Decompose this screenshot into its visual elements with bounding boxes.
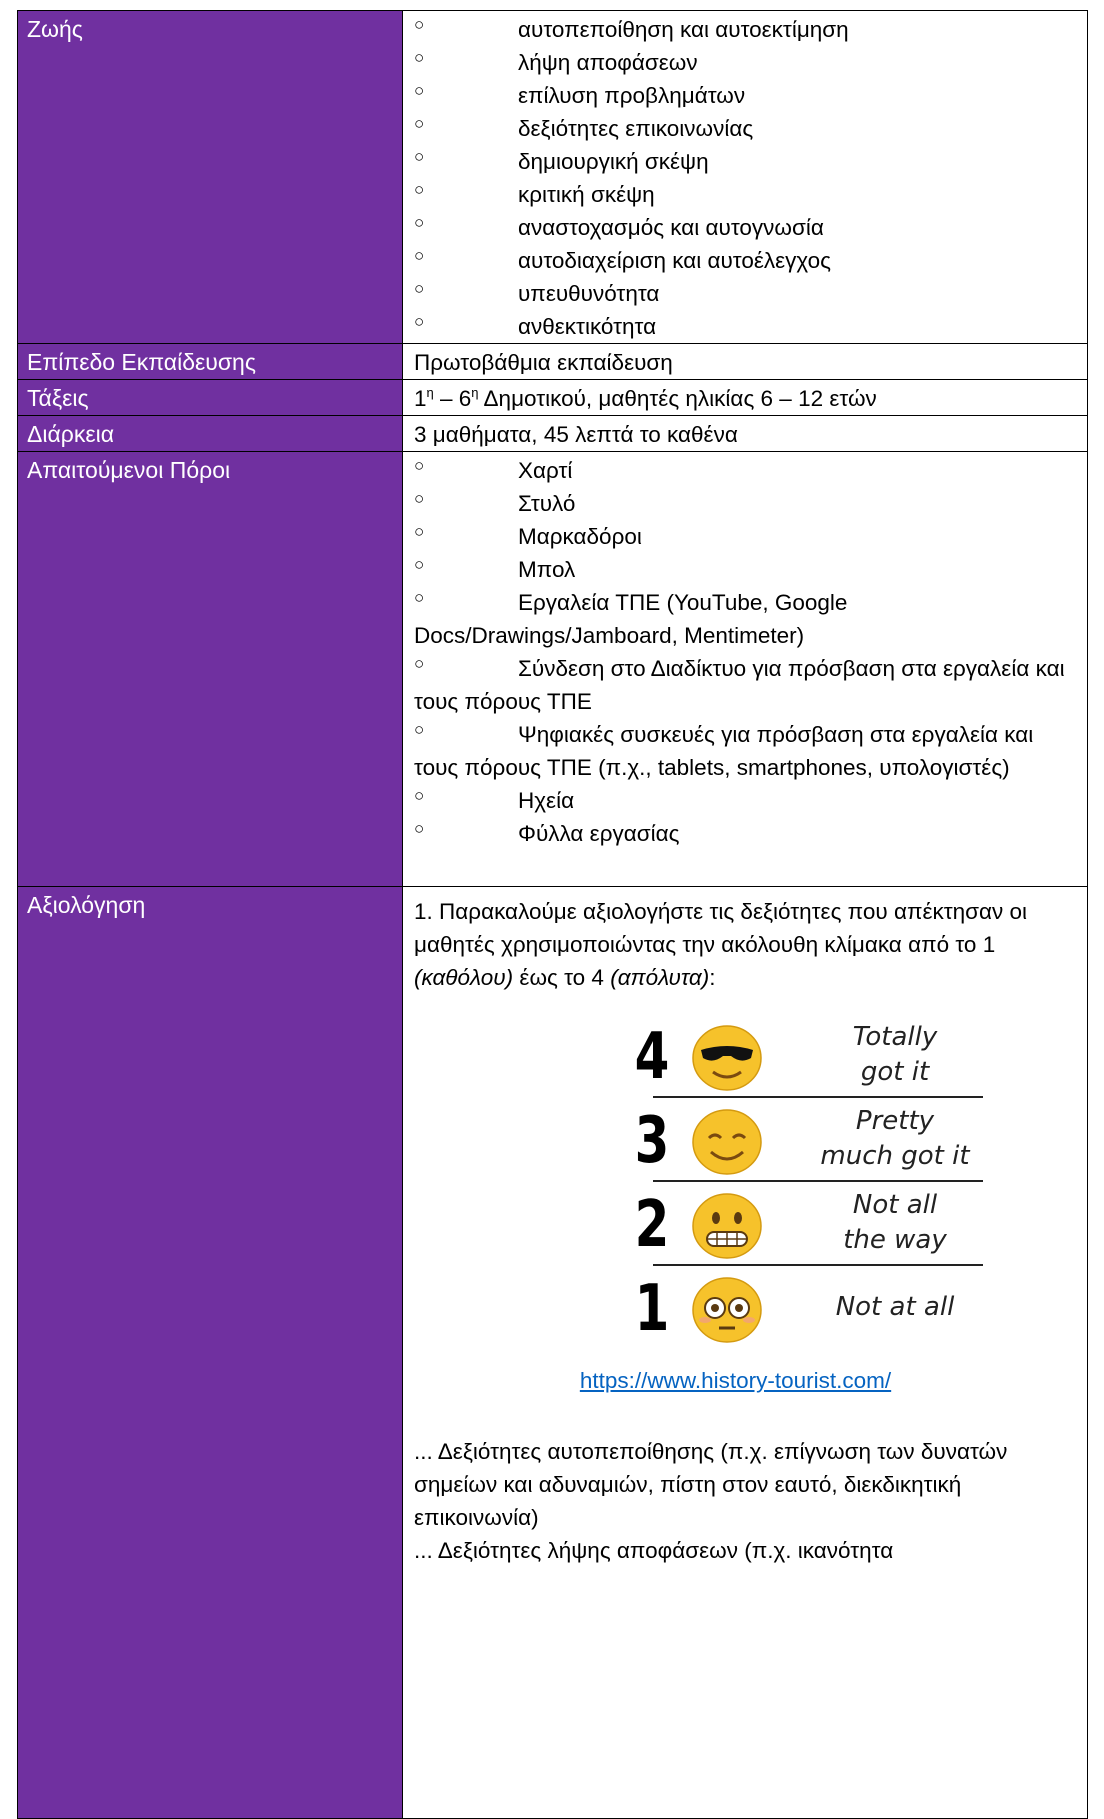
resource-item	[414, 586, 1077, 652]
content-cell	[403, 887, 1088, 1819]
content-cell	[403, 452, 1088, 887]
intro-colon: :	[709, 965, 716, 990]
sunglasses-face-icon	[691, 1024, 763, 1092]
life-skill-item-text: αυτοπεποίθηση και αυτοεκτίμηση	[518, 17, 849, 42]
life-skill-item	[414, 112, 1077, 145]
grades-sup-1: η	[426, 385, 434, 400]
grades-rest: Δημοτικού, μαθητές ηλικίας 6 – 12 ετών	[478, 386, 877, 411]
bullet-icon: ○	[414, 786, 425, 805]
scale-caption	[795, 1188, 995, 1258]
scale-divider	[653, 1264, 983, 1266]
bullet-icon: ○	[414, 279, 425, 298]
resource-item-text: Εργαλεία ΤΠΕ (YouTube, Google Docs/Drawings/Jamboard, Mentimeter)	[414, 590, 848, 648]
scale-divider	[653, 1180, 983, 1182]
life-skill-item-text: επίλυση προβλημάτων	[518, 83, 746, 108]
scale-divider	[653, 1096, 983, 1098]
resource-item-text: Ηχεία	[518, 788, 575, 813]
life-skill-item	[414, 46, 1077, 79]
flushed-face-icon	[691, 1276, 763, 1344]
label-cell: Αξιολόγηση	[18, 887, 403, 1819]
resource-item	[414, 652, 1077, 718]
bullet-icon: ○	[414, 246, 425, 265]
bullet-icon: ○	[414, 654, 425, 673]
duration-value: 3 μαθήματα, 45 λεπτά το καθένα	[403, 416, 1088, 452]
life-skill-item-text: λήψη αποφάσεων	[518, 50, 698, 75]
scale-caption-line: Not at all	[835, 1292, 955, 1322]
scale-caption-line: Totally	[852, 1022, 938, 1052]
life-skill-item-text: υπευθυνότητα	[518, 281, 660, 306]
scale-caption	[795, 1290, 995, 1325]
resource-item-text: Μπολ	[518, 557, 576, 582]
content-cell	[403, 11, 1088, 344]
resource-item-text: Φύλλα εργασίας	[518, 821, 680, 846]
intro-fully: (απόλυτα)	[610, 965, 710, 990]
intro-none: (καθόλου)	[414, 965, 514, 990]
bullet-icon: ○	[414, 213, 425, 232]
resource-item-text: Ψηφιακές συσκευές για πρόσβαση στα εργαλεία και τους πόρους ΤΠΕ (π.χ., tablets, smartphones, υπολογιστές)	[414, 722, 1034, 780]
bullet-icon: ○	[414, 180, 425, 199]
life-skill-item	[414, 79, 1077, 112]
row-education-level	[18, 344, 1088, 380]
assessment-para-decisions: ... Δεξιότητες λήψης αποφάσεων (π.χ. ικανότητα	[414, 1538, 894, 1563]
bullet-icon: ○	[414, 114, 425, 133]
bullet-icon: ○	[414, 312, 425, 331]
rating-scale-image	[627, 1016, 987, 1346]
resource-item-text: Στυλό	[518, 491, 576, 516]
resources-list	[414, 454, 1077, 850]
scale-caption	[795, 1020, 995, 1090]
bullet-icon: ○	[414, 15, 425, 34]
label-cell: Τάξεις	[18, 380, 403, 416]
row-grades	[18, 380, 1088, 416]
life-skill-item	[414, 277, 1077, 310]
bullet-icon: ○	[414, 48, 425, 67]
scale-number: 2	[634, 1188, 670, 1262]
life-skill-item-text: κριτική σκέψη	[518, 182, 655, 207]
life-skill-item	[414, 145, 1077, 178]
scale-number: 3	[634, 1104, 670, 1178]
assessment-intro	[414, 895, 1077, 994]
bullet-icon: ○	[414, 489, 425, 508]
grimacing-face-icon	[691, 1192, 763, 1260]
bullet-icon: ○	[414, 720, 425, 739]
education-level-value: Πρωτοβάθμια εκπαίδευση	[403, 344, 1088, 380]
life-skill-item	[414, 178, 1077, 211]
life-skill-item-text: ανθεκτικότητα	[518, 314, 657, 339]
scale-row	[627, 1268, 987, 1348]
row-duration	[18, 416, 1088, 452]
bullet-icon: ○	[414, 81, 425, 100]
resource-item-text: Χαρτί	[518, 458, 573, 483]
scale-caption-line: Pretty	[855, 1106, 935, 1136]
life-skills-list	[414, 13, 1077, 343]
intro-to: έως το 4	[513, 965, 611, 990]
bullet-icon: ○	[414, 522, 425, 541]
grades-sup-2: η	[471, 385, 479, 400]
scale-caption-line: got it	[860, 1057, 930, 1087]
scale-row	[627, 1100, 987, 1180]
resource-item	[414, 784, 1077, 817]
row-resources	[18, 452, 1088, 887]
resource-item	[414, 520, 1077, 553]
scale-caption-line: much got it	[820, 1141, 970, 1171]
intro-text: 1. Παρακαλούμε αξιολογήστε τις δεξιότητες που απέκτησαν οι μαθητές χρησιμοποιώντας την ακόλουθη κλίμακα από το 1	[414, 899, 1028, 957]
label-cell: Επίπεδο Εκπαίδευσης	[18, 344, 403, 380]
bullet-icon: ○	[414, 819, 425, 838]
life-skill-item	[414, 13, 1077, 46]
scale-row	[627, 1016, 987, 1096]
resource-item	[414, 718, 1077, 784]
life-skill-item-text: αναστοχασμός και αυτογνωσία	[518, 215, 824, 240]
row-assessment	[18, 887, 1088, 1819]
assessment-para-confidence: ... Δεξιότητες αυτοπεποίθησης (π.χ. επίγνωση των δυνατών σημείων και αδυναμιών, πίστη στον εαυτό, διεκδικητική επικοινωνία)	[414, 1439, 1008, 1530]
bullet-icon: ○	[414, 588, 425, 607]
life-skill-item-text: δημιουργική σκέψη	[518, 149, 709, 174]
smiling-face-icon	[691, 1108, 763, 1176]
grades-value	[403, 380, 1088, 416]
scale-caption-line: the way	[843, 1225, 947, 1255]
label-cell: Διάρκεια	[18, 416, 403, 452]
life-skill-item-text: αυτοδιαχείριση και αυτοέλεγχος	[518, 248, 831, 273]
life-skill-item	[414, 310, 1077, 343]
resource-item	[414, 553, 1077, 586]
resource-item	[414, 817, 1077, 850]
grades-first: 1	[414, 386, 427, 411]
bullet-icon: ○	[414, 456, 425, 475]
row-life-skills	[18, 11, 1088, 344]
resource-item	[414, 487, 1077, 520]
scale-number: 4	[634, 1020, 670, 1094]
life-skill-item	[414, 211, 1077, 244]
scale-number: 1	[634, 1272, 670, 1346]
bullet-icon: ○	[414, 147, 425, 166]
resource-item-text: Μαρκαδόροι	[518, 524, 642, 549]
life-skill-item-text: δεξιότητες επικοινωνίας	[518, 116, 754, 141]
lesson-plan-table	[17, 10, 1088, 1819]
source-link[interactable]: https://www.history-tourist.com/	[579, 1368, 892, 1393]
life-skill-item	[414, 244, 1077, 277]
scale-caption	[795, 1104, 995, 1174]
scale-caption-line: Not all	[852, 1190, 938, 1220]
resource-item	[414, 454, 1077, 487]
resource-item-text: Σύνδεση στο Διαδίκτυο για πρόσβαση στα εργαλεία και τους πόρους ΤΠΕ	[414, 656, 1065, 714]
grades-dash: – 6	[433, 386, 472, 411]
scale-row	[627, 1184, 987, 1264]
bullet-icon: ○	[414, 555, 425, 574]
label-cell: Απαιτούμενοι Πόροι	[18, 452, 403, 887]
label-cell: Ζωής	[18, 11, 403, 344]
